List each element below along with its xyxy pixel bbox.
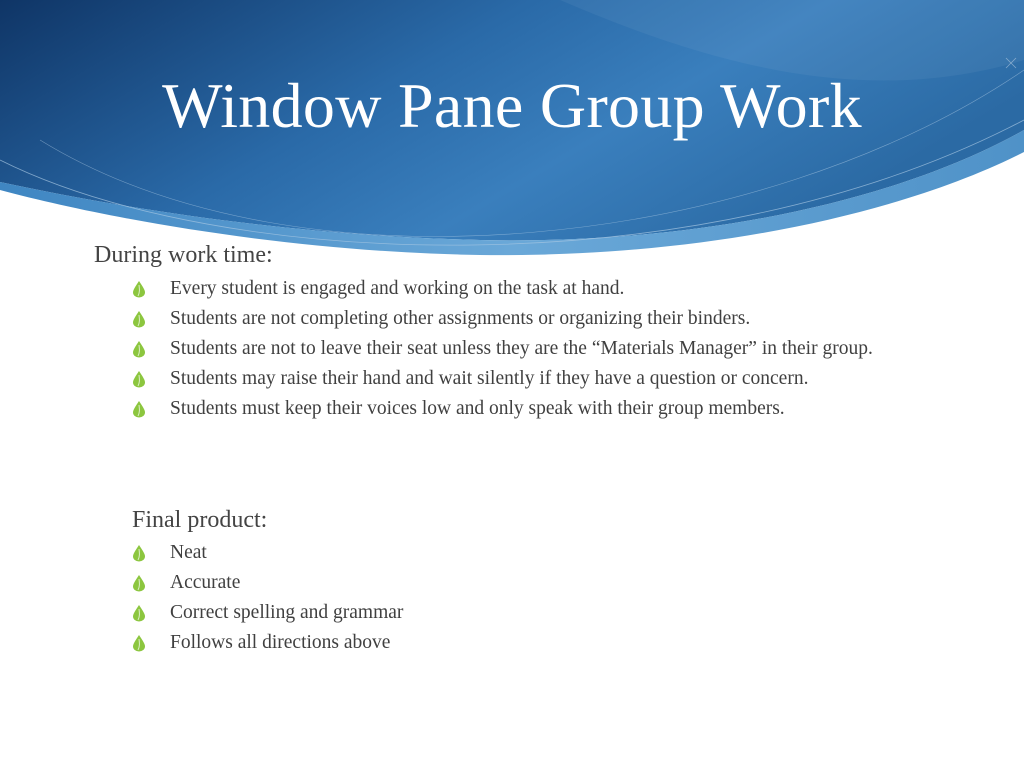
bullet-list-during-work: [132, 278, 912, 428]
bullet-text: Accurate: [170, 572, 241, 593]
list-item: [132, 542, 912, 563]
leaf-bullet-icon: [132, 310, 146, 328]
list-item: [132, 368, 912, 389]
bullet-text: Students are not to leave their seat unless they are the “Materials Manager” in their group.: [170, 338, 873, 359]
list-item: [132, 308, 912, 329]
leaf-bullet-icon: [132, 400, 146, 418]
list-item: [132, 632, 912, 653]
bullet-list-final-product: [132, 542, 912, 662]
leaf-bullet-icon: [132, 340, 146, 358]
list-item: [132, 338, 912, 359]
leaf-bullet-icon: [132, 280, 146, 298]
leaf-bullet-icon: [132, 544, 146, 562]
bullet-text: Follows all directions above: [170, 632, 391, 653]
leaf-bullet-icon: [132, 604, 146, 622]
section-label-final-product: Final product:: [132, 507, 268, 533]
bullet-text: Students are not completing other assignments or organizing their binders.: [170, 308, 751, 329]
bullet-text: Correct spelling and grammar: [170, 602, 404, 623]
slide-title: Window Pane Group Work: [162, 70, 862, 141]
leaf-bullet-icon: [132, 574, 146, 592]
list-item: [132, 572, 912, 593]
list-item: [132, 602, 912, 623]
list-item: [132, 278, 912, 299]
list-item: [132, 398, 912, 419]
leaf-bullet-icon: [132, 370, 146, 388]
bullet-text: Students may raise their hand and wait silently if they have a question or concern.: [170, 368, 809, 389]
bullet-text: Students must keep their voices low and only speak with their group members.: [170, 398, 785, 419]
bullet-text: Neat: [170, 542, 207, 563]
bullet-text: Every student is engaged and working on the task at hand.: [170, 278, 625, 299]
leaf-bullet-icon: [132, 634, 146, 652]
section-label-during-work: During work time:: [94, 242, 273, 268]
